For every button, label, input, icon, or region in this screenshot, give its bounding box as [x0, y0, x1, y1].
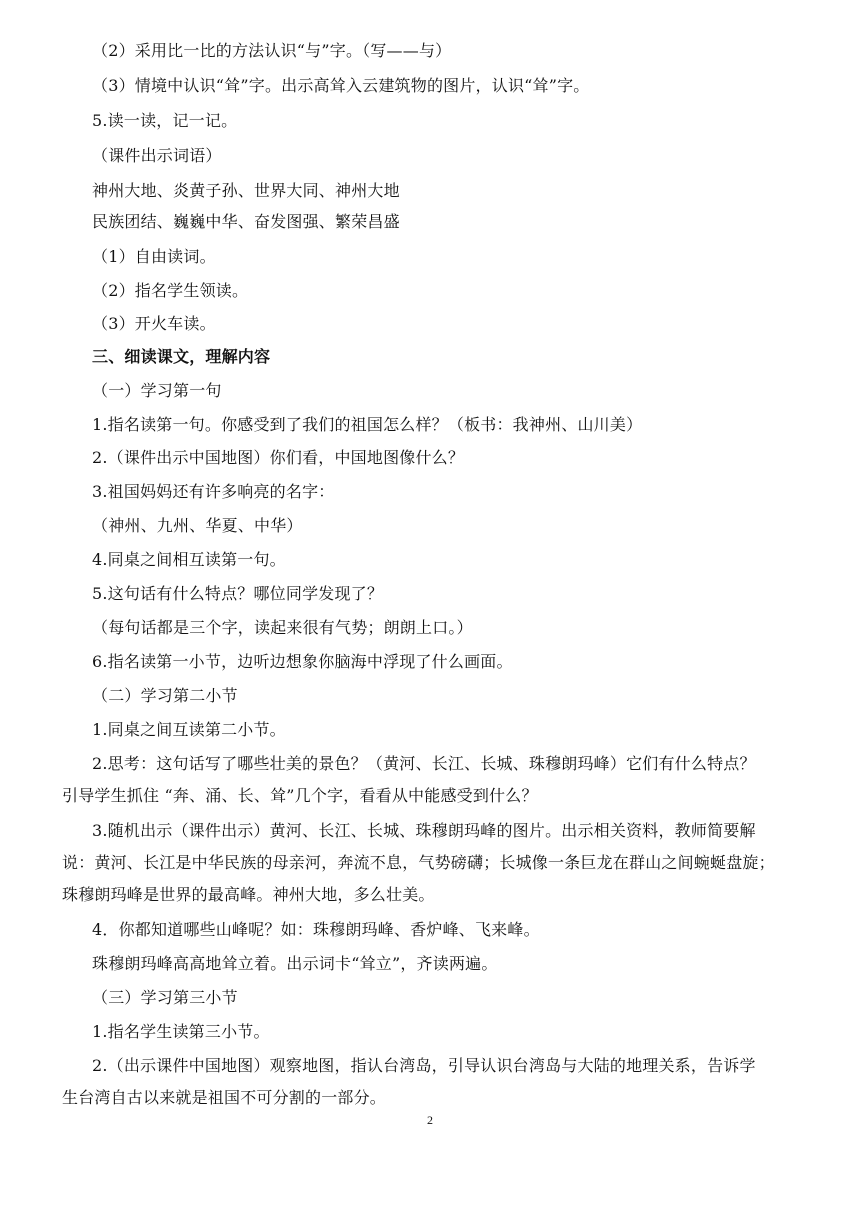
text-line: 2.（课件出示中国地图）你们看，中国地图像什么？ — [92, 448, 465, 467]
text-line: 1.指名读第一句。你感受到了我们的祖国怎么样？（板书：我神州、山川美） — [92, 415, 643, 434]
text-line: 民族团结、巍巍中华、奋发图强、繁荣昌盛 — [92, 212, 400, 231]
text-line: 6.指名读第一小节，边听边想象你脑海中浮现了什么画面。 — [92, 652, 513, 671]
text-line: 3.祖国妈妈还有许多响亮的名字： — [92, 482, 335, 501]
text-line: 神州大地、炎黄子孙、世界大同、神州大地 — [92, 181, 400, 200]
text-line: 5.这句话有什么特点？哪位同学发现了？ — [92, 584, 384, 603]
text-line: （2）采用比一比的方法认识“与”字。（写——与） — [92, 41, 452, 60]
text-line: 生台湾自古以来就是祖国不可分割的一部分。 — [62, 1088, 387, 1107]
text-line: （3）开火车读。 — [92, 314, 216, 333]
subsection-heading: （二）学习第二小节 — [92, 686, 238, 705]
text-line: 珠穆朗玛峰高高地耸立着。出示词卡“耸立”，齐读两遍。 — [92, 954, 498, 973]
text-line: 1.同桌之间互读第二小节。 — [92, 720, 286, 739]
text-line: 5.读一读，记一记。 — [92, 111, 238, 130]
subsection-heading: （三）学习第三小节 — [92, 988, 238, 1007]
text-line: （课件出示词语） — [92, 146, 222, 165]
subsection-heading: （一）学习第一句 — [92, 381, 222, 400]
text-line: 2.思考：这句话写了哪些壮美的景色？（黄河、长江、长城、珠穆朗玛峰）它们有什么特点？ — [92, 754, 756, 773]
text-line: 3.随机出示（课件出示）黄河、长江、长城、珠穆朗玛峰的图片。出示相关资料，教师简要解 — [92, 821, 756, 840]
text-line: 珠穆朗玛峰是世界的最高峰。神州大地，多么壮美。 — [62, 885, 435, 904]
text-line: 2.（出示课件中国地图）观察地图，指认台湾岛，引导认识台湾岛与大陆的地理关系，告诉学 — [92, 1056, 756, 1075]
page-number: 2 — [427, 1113, 433, 1127]
text-line: 说：黄河、长江是中华民族的母亲河，奔流不息，气势磅礴；长城像一条巨龙在群山之间蜿蜒盘旋； — [62, 853, 775, 872]
text-line: （1）自由读词。 — [92, 247, 216, 266]
text-line: 4.同桌之间相互读第一句。 — [92, 550, 286, 569]
text-line: 1.指名学生读第三小节。 — [92, 1022, 270, 1041]
text-line: （神州、九州、华夏、中华） — [92, 516, 303, 535]
text-line: 引导学生抓住 “奔、涌、长、耸”几个字，看看从中能感受到什么？ — [62, 786, 538, 805]
section-heading: 三、细读课文，理解内容 — [92, 347, 271, 366]
text-line: 4．你都知道哪些山峰呢？如：珠穆朗玛峰、香炉峰、飞来峰。 — [92, 920, 540, 939]
text-line: （2）指名学生领读。 — [92, 281, 249, 300]
text-line: （3）情境中认识“耸”字。出示高耸入云建筑物的图片，认识“耸”字。 — [92, 76, 590, 95]
text-line: （每句话都是三个字，读起来很有气势；朗朗上口。） — [92, 618, 473, 637]
